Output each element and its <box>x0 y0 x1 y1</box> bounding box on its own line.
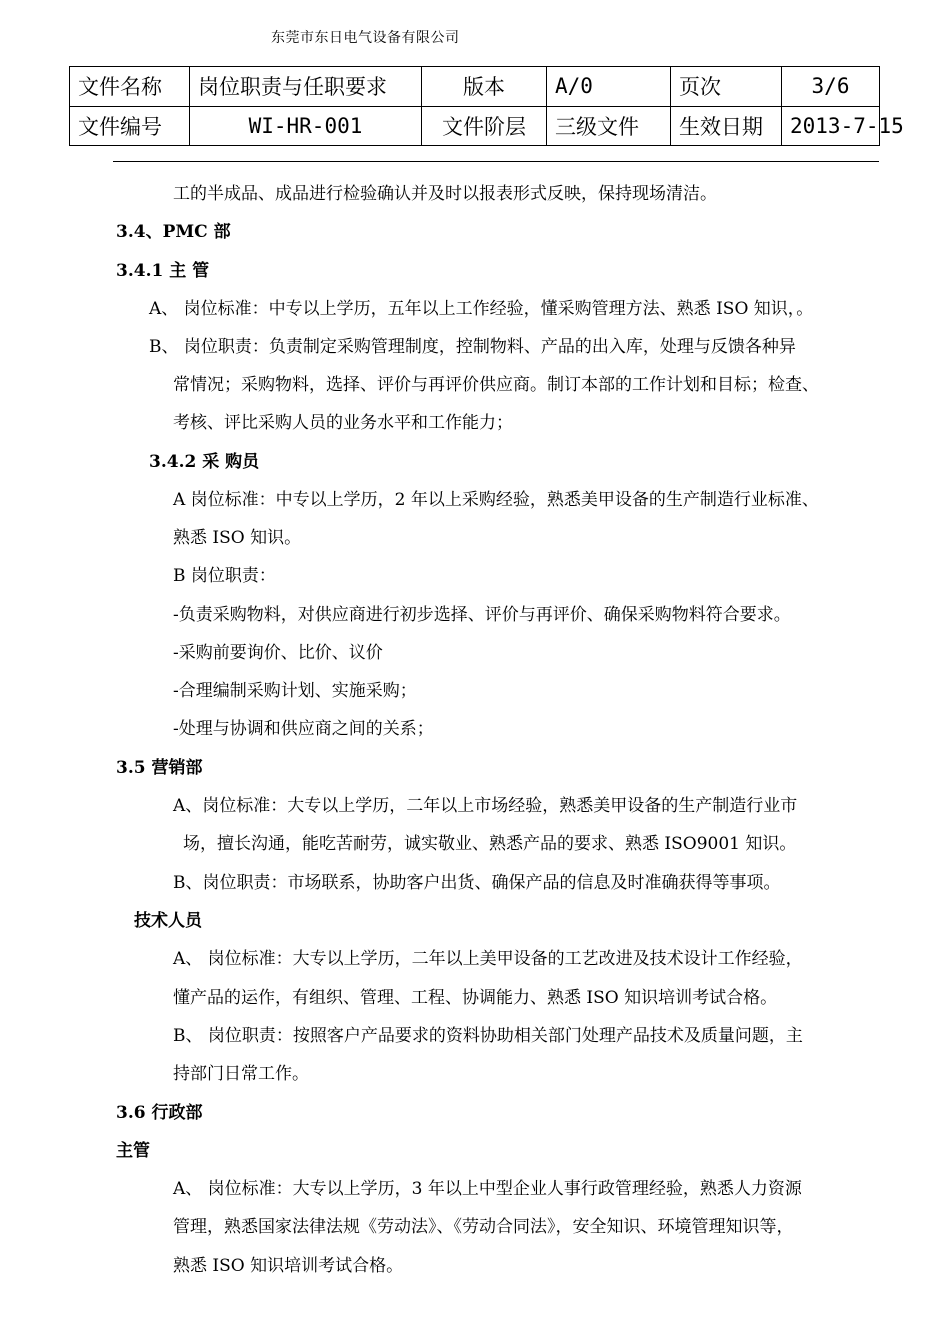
effective-date-value: 2013-7-15 <box>782 106 880 146</box>
body-line: 熟悉 ISO 知识。 <box>173 528 302 548</box>
body-line: 懂产品的运作，有组织、管理、工程、协调能力、熟悉 ISO 知识培训考试合格。 <box>173 988 778 1008</box>
body-line: A、 岗位标准：中专以上学历，五年以上工作经验，懂采购管理方法、熟悉 ISO 知识，。 <box>149 299 814 319</box>
doc-name-label: 文件名称 <box>70 67 190 107</box>
body-line: 持部门日常工作。 <box>173 1064 309 1084</box>
section-heading-3-4-2: 3.4.2 采 购员 <box>149 452 260 472</box>
body-line: 工的半成品、成品进行检验确认并及时以报表形式反映，保持现场清洁。 <box>173 184 717 204</box>
document-header-table <box>69 66 904 146</box>
header-row-2 <box>70 106 880 146</box>
effective-date-label: 生效日期 <box>671 106 782 146</box>
subheading-supervisor: 主管 <box>116 1141 150 1161</box>
body-line: -处理与协调和供应商之间的关系； <box>173 719 434 739</box>
doc-name-value: 岗位职责与任职要求 <box>190 67 422 107</box>
doc-level-label: 文件阶层 <box>422 106 547 146</box>
section-heading-3-5: 3.5 营销部 <box>116 758 203 778</box>
section-heading-3-4: 3.4、PMC 部 <box>116 222 231 242</box>
body-line: -采购前要询价、比价、议价 <box>173 643 383 663</box>
body-line: A、 岗位标准：大专以上学历，3 年以上中型企业人事行政管理经验，熟悉人力资源 <box>173 1179 802 1199</box>
body-line: 考核、评比采购人员的业务水平和工作能力； <box>173 413 513 433</box>
version-value: A/0 <box>547 67 671 107</box>
version-label: 版本 <box>422 67 547 107</box>
body-line: -负责采购物料，对供应商进行初步选择、评价与再评价、确保采购物料符合要求。 <box>173 605 791 625</box>
body-line: 熟悉 ISO 知识培训考试合格。 <box>173 1256 404 1276</box>
header-divider <box>113 161 879 162</box>
body-line: 常情况；采购物料，选择、评价与再评价供应商。制订本部的工作计划和目标；检查、 <box>173 375 819 395</box>
doc-number-value: WI-HR-001 <box>190 106 422 146</box>
body-line: B、岗位职责：市场联系，协助客户出货、确保产品的信息及时准确获得等事项。 <box>173 873 781 893</box>
body-line: A、岗位标准：大专以上学历，二年以上市场经验，熟悉美甲设备的生产制造行业市 <box>173 796 798 816</box>
page-value: 3/6 <box>782 67 880 107</box>
subheading-tech-staff: 技术人员 <box>134 911 202 931</box>
body-line: A、 岗位标准：大专以上学历，二年以上美甲设备的工艺改进及技术设计工作经验， <box>173 949 803 969</box>
body-line: B、 岗位职责：按照客户产品要求的资料协助相关部门处理产品技术及质量问题，主 <box>173 1026 803 1046</box>
body-line: 管理，熟悉国家法律法规《劳动法》、《劳动合同法》，安全知识、环境管理知识等， <box>173 1217 794 1237</box>
page-label: 页次 <box>671 67 782 107</box>
body-line: B、 岗位职责：负责制定采购管理制度，控制物料、产品的出入库，处理与反馈各种异 <box>149 337 796 357</box>
company-name: 东莞市东日电气设备有限公司 <box>271 30 460 46</box>
section-heading-3-4-1: 3.4.1 主 管 <box>116 261 210 281</box>
body-line: B 岗位职责： <box>173 566 276 586</box>
body-line: 场，擅长沟通，能吃苦耐劳，诚实敬业、熟悉产品的要求、熟悉 ISO9001 知识。 <box>183 834 797 854</box>
doc-number-label: 文件编号 <box>70 106 190 146</box>
doc-level-value: 三级文件 <box>547 106 671 146</box>
body-line: -合理编制采购计划、实施采购； <box>173 681 417 701</box>
section-heading-3-6: 3.6 行政部 <box>116 1103 203 1123</box>
header-row-1 <box>70 67 880 107</box>
body-line: A 岗位标准：中专以上学历，2 年以上采购经验，熟悉美甲设备的生产制造行业标准、 <box>173 490 819 510</box>
